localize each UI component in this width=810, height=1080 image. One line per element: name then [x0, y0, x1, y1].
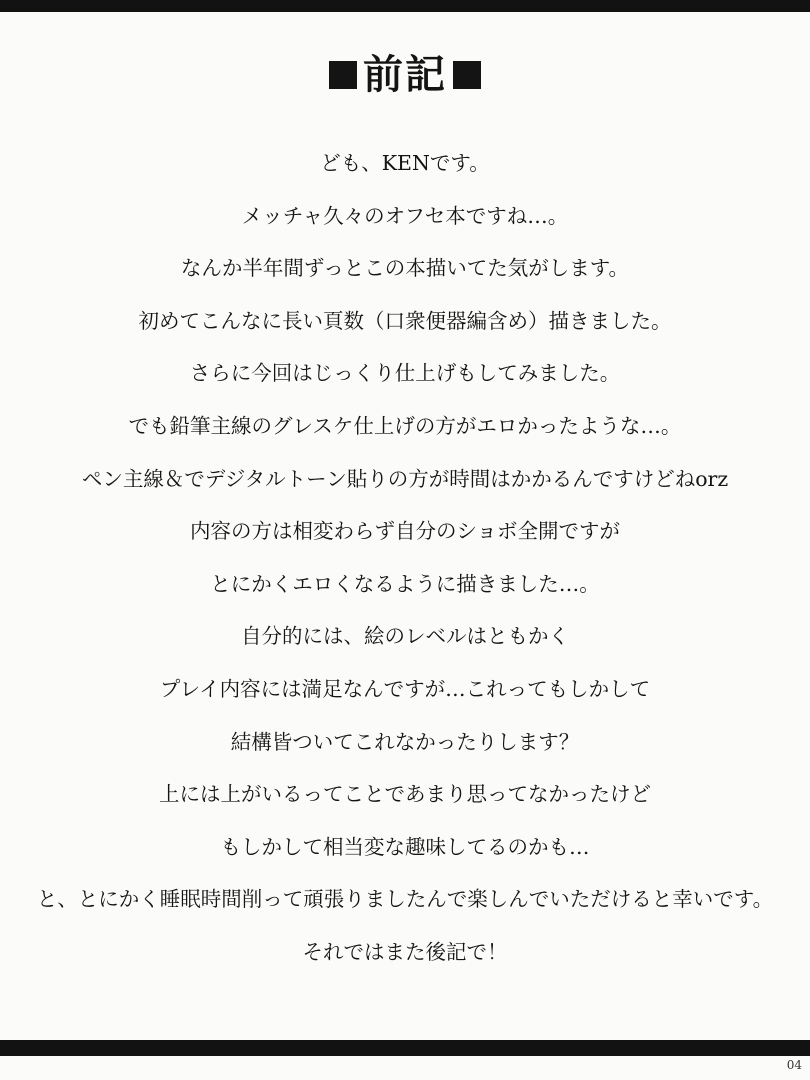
preface-text	[10, 140, 800, 982]
text-line: プレイ内容には満足なんですが…これってもしかして	[159, 676, 651, 701]
text-line: もしかして相当変な趣味してるのかも…	[220, 834, 590, 859]
text-line: ども、KENです。	[320, 151, 490, 175]
text-line: 自分的には、絵のレベルはともかく	[241, 624, 569, 649]
text-line: と、とにかく睡眠時間削って頑張りましたんで楽しんでいただけると幸いです。	[36, 887, 774, 912]
page-title	[0, 50, 810, 100]
black-square-icon	[329, 61, 357, 89]
black-square-icon	[453, 61, 481, 89]
text-line: とにかくエロくなるように描きました…。	[210, 571, 600, 596]
text-line: でも鉛筆主線のグレスケ仕上げの方がエロかったような…。	[128, 413, 682, 438]
text-line: ペン主線＆でデジタルトーン貼りの方が時間はかかるんですけどねorz	[81, 466, 729, 491]
text-line: 結構皆ついてこれなかったりします？	[230, 729, 580, 754]
text-line: さらに今回はじっくり仕上げもしてみました。	[189, 361, 621, 386]
top-border-bar	[0, 0, 810, 12]
page-number: 04	[786, 1058, 802, 1072]
text-line: それではまた後記で！	[302, 939, 508, 964]
text-line: なんか半年間ずっとこの本描いてた気がします。	[180, 256, 630, 281]
text-line: 上には上がいるってことであまり思ってなかったけど	[159, 782, 651, 807]
text-line: 内容の方は相変わらず自分のショボ全開ですが	[189, 519, 621, 544]
bottom-border-bar	[0, 1040, 810, 1056]
text-line: メッチャ久々のオフセ本ですね…。	[241, 203, 569, 228]
title-text: 前記	[363, 51, 447, 98]
text-line: 初めてこんなに長い頁数（口衆便器編含め）描きました。	[138, 308, 672, 333]
